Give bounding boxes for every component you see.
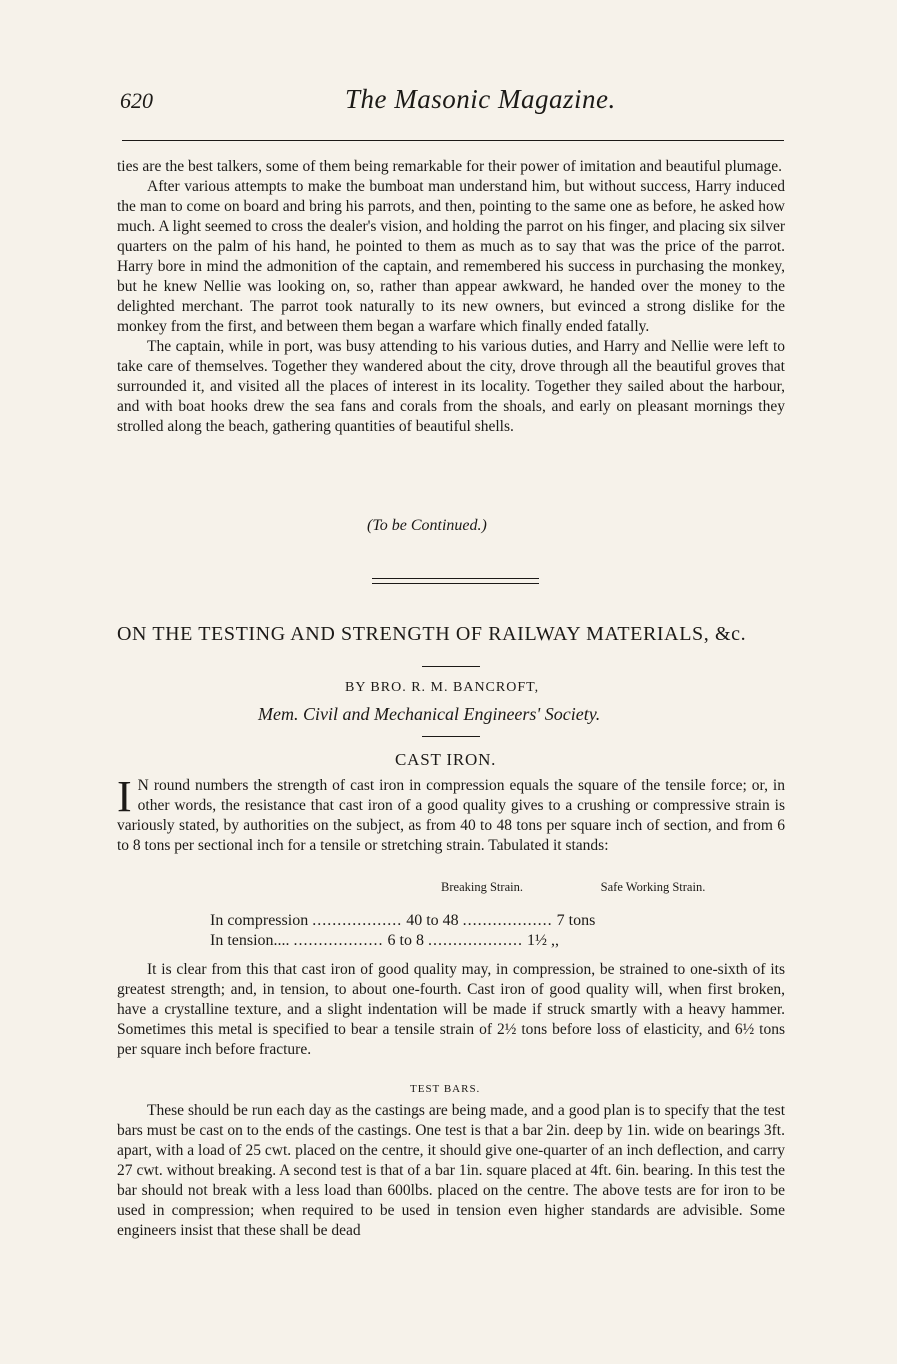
intro-text: N round numbers the strength of cast iron in compression equals the square of the tensile force; or, in other words, the resistance that cast iron of a good quality gives to a crushing or compressive strain is variously stated, by authorities on the subject, as from 40 to 48 tons per square inch of section, and from 6 to 8 tons per sectional inch for a tensile or stretching strain. Tabulated it stands: — [117, 777, 785, 854]
byline: BY BRO. R. M. BANCROFT, — [345, 680, 540, 695]
breaking-value: 40 to 48 — [406, 912, 459, 929]
row-label: In tension.... — [210, 932, 290, 949]
story-paragraph: The captain, while in port, was busy attending to his various duties, and Harry and Nellie were left to take care of themselves. Together they wandered about the city, drove through all the beautiful groves that surrounded it, and visited all the places of interest in its locality. Together they sailed about the harbour, and with boat hooks drew the sea fans and corals from the shoals, and early on pleasant mornings they strolled along the beach, gathering quantities of beautiful shells. — [117, 338, 785, 435]
safe-working-strain-header: Safe Working Strain. — [600, 880, 706, 894]
section-divider — [372, 583, 539, 584]
running-title: The Masonic Magazine. — [345, 84, 616, 114]
article-title: ON THE TESTING AND STRENGTH OF RAILWAY MATERIALS, &c. — [117, 623, 747, 645]
story-paragraph: After various attempts to make the bumboat man understand him, but without success, Harry induced the man to come on board and bring his parrots, and then, pointing to the same one as before, he asked how much. A light seemed to cross the dealer's vision, and holding the parrot on his finger, and placing six silver quarters on the palm of his hand, he pointed to them as much as to say that was the price of the parrot. Harry bore in mind the admonition of the captain, and remembered his success in purchasing the monkey, but he knew Nellie was looking on, so, rather than appear awkward, he handed over the money to the delighted merchant. The parrot took naturally to its new owners, but evinced a strong dislike for the monkey from the first, and between them began a warfare which finally ended fatally. — [117, 178, 785, 335]
safe-value: 1½ ,, — [527, 932, 559, 949]
page-header — [120, 84, 785, 128]
title-rule — [422, 666, 480, 667]
breaking-strain-header: Breaking Strain. — [441, 880, 523, 894]
byline-rule — [422, 736, 480, 737]
author-affiliation: Mem. Civil and Mechanical Engineers' Society. — [258, 704, 601, 724]
row-label: In compression — [210, 912, 309, 929]
story-paragraph: ties are the best talkers, some of them being remarkable for their power of imitation and beautiful plumage. — [117, 158, 782, 175]
subsection-heading: TEST BARS. — [410, 1083, 481, 1095]
paragraph: It is clear from this that cast iron of good quality may, in compression, be strained to one-sixth of its greatest strength; and, in tension, to about one-fourth. Cast iron of good quality will, when first broken, have a crystalline texture, and a slight indentation will be made if struck smartly with a heavy hammer. Sometimes this metal is specified to bear a tensile strain of 2½ tons before loss of elasticity, and 6½ tons per square inch before fracture. — [117, 961, 785, 1058]
test-bars-paragraph — [117, 1101, 785, 1241]
paragraph: These should be run each day as the castings are being made, and a good plan is to specify that the test bars must be cast on to the ends of the castings. One test is that a bar 2in. deep by 1in. wide on bearings 3ft. apart, with a load of 25 cwt. placed on the centre, it should give one-quarter of an inch deflection, and carry 27 cwt. without breaking. A second test is that of a bar 1in. square placed at 4ft. 6in. bearing. In this test the bar should not break with a less load than 600lbs. placed on the centre. The above tests are for iron to be used in compression; when required to be used in tension even higher standards are advisible. Some engineers insist that these shall be dead — [117, 1102, 785, 1239]
story-continuation — [117, 157, 785, 437]
table-row: In tension.... .................. 6 to 8 ................... 1½ ,, — [210, 932, 559, 949]
section-divider — [372, 578, 539, 579]
breaking-value: 6 to 8 — [387, 932, 424, 949]
section-heading: CAST IRON. — [395, 750, 497, 769]
safe-value: 7 tons — [556, 912, 596, 929]
table-row: In compression .................. 40 to 48 .................. 7 tons — [210, 912, 596, 929]
intro-paragraph — [117, 772, 785, 856]
after-table-paragraph — [117, 960, 785, 1060]
drop-cap: I — [117, 772, 132, 821]
page-number: 620 — [120, 88, 153, 113]
to-be-continued: (To be Continued.) — [367, 517, 487, 534]
header-rule — [122, 140, 784, 141]
